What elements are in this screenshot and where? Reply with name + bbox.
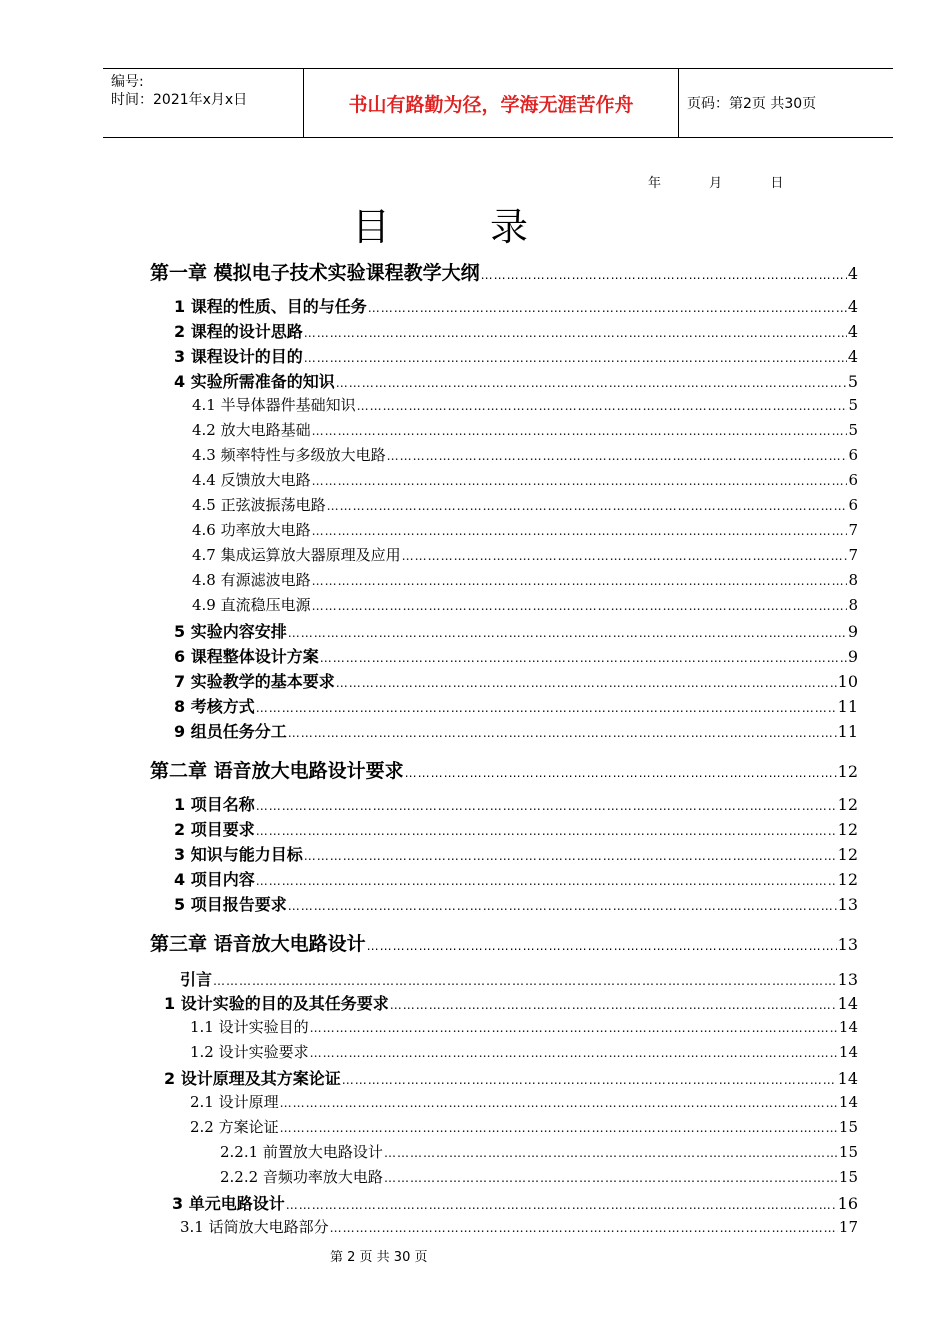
header-info xyxy=(103,69,303,137)
toc-entry[interactable]: 4.6 功率放大电路 …………………………………………………………………………………………………………………………………………………………………………………… 7 xyxy=(192,519,858,540)
code-label: 编号: xyxy=(111,74,144,90)
toc-page-number: 9 xyxy=(847,647,858,666)
toc-entry[interactable]: 1 课程的性质、目的与任务 …………………………………………………………………………………………………………………………………………………………………………………… 4 xyxy=(174,294,858,317)
toc-page-number: 8 xyxy=(848,596,858,614)
toc-page-number: 15 xyxy=(838,1168,858,1186)
toc-entry[interactable]: 4.1 半导体器件基础知识 …………………………………………………………………………………………………………………………………………………………………………………… 5 xyxy=(192,394,858,415)
toc-entry[interactable]: 1 设计实验的目的及其任务要求 …………………………………………………………………………………………………………………………………………………………………………………… 14 xyxy=(164,991,858,1014)
header-page-label: 页码：第2页 共30页 xyxy=(687,96,817,112)
toc-entry[interactable]: 7 实验教学的基本要求 …………………………………………………………………………………………………………………………………………………………………………………… 10 xyxy=(174,669,858,692)
toc-page-number: 11 xyxy=(837,697,858,716)
toc-page-number: 4 xyxy=(847,347,858,366)
toc-page-number: 14 xyxy=(838,1043,858,1061)
toc-page-number: 12 xyxy=(837,762,858,781)
toc-entry[interactable]: 4.5 正弦波振荡电路 …………………………………………………………………………………………………………………………………………………………………………………… 6 xyxy=(192,494,858,515)
toc-page-number: 16 xyxy=(837,1194,858,1213)
toc-page-number: 12 xyxy=(837,820,858,839)
toc-page-number: 15 xyxy=(838,1118,858,1136)
toc-page-number: 6 xyxy=(848,446,858,464)
toc-entry[interactable]: 4.2 放大电路基础 …………………………………………………………………………………………………………………………………………………………………………………… 5 xyxy=(192,419,858,440)
toc-entry[interactable]: 2.2.2 音频功率放大电路 …………………………………………………………………………………………………………………………………………………………………………………… 15 xyxy=(220,1166,858,1187)
toc-entry[interactable]: 3 单元电路设计 …………………………………………………………………………………………………………………………………………………………………………………… 16 xyxy=(172,1191,858,1214)
toc-entry[interactable]: 2 设计原理及其方案论证 …………………………………………………………………………………………………………………………………………………………………………………… 14 xyxy=(164,1066,858,1089)
toc-entry[interactable]: 2 项目要求 …………………………………………………………………………………………………………………………………………………………………………………… 12 xyxy=(174,817,858,840)
toc-page-number: 7 xyxy=(848,546,858,564)
toc-page-number: 13 xyxy=(837,935,858,954)
time-label: 时间：2021年x月x日 xyxy=(111,92,248,108)
toc-page-number: 8 xyxy=(848,571,858,589)
toc-page-number: 7 xyxy=(848,521,858,539)
toc-page-number: 14 xyxy=(838,1093,858,1111)
toc-entry[interactable]: 5 实验内容安排 …………………………………………………………………………………………………………………………………………………………………………………… 9 xyxy=(174,619,858,642)
toc-page-number: 12 xyxy=(837,870,858,889)
toc-entry[interactable]: 5 项目报告要求 …………………………………………………………………………………………………………………………………………………………………………………… 13 xyxy=(174,892,858,915)
toc-entry[interactable]: 1 项目名称 …………………………………………………………………………………………………………………………………………………………………………………… 12 xyxy=(174,792,858,815)
date-year: 年 xyxy=(648,176,662,191)
toc-entry[interactable]: 4.3 频率特性与多级放大电路 …………………………………………………………………………………………………………………………………………………………………………………… 6 xyxy=(192,444,858,465)
toc-page-number: 5 xyxy=(848,421,858,439)
toc-entry[interactable]: 4.9 直流稳压电源 …………………………………………………………………………………………………………………………………………………………………………………… 8 xyxy=(192,594,858,615)
toc-page-number: 4 xyxy=(847,297,858,316)
toc-entry[interactable]: 9 组员任务分工 …………………………………………………………………………………………………………………………………………………………………………………… 11 xyxy=(174,719,858,742)
toc-title: 目录 xyxy=(351,205,628,249)
toc-page-number: 9 xyxy=(847,622,858,641)
toc-page-number: 6 xyxy=(848,471,858,489)
toc-page-number: 14 xyxy=(837,1069,858,1088)
toc-entry[interactable]: 2.2 方案论证 …………………………………………………………………………………………………………………………………………………………………………………… 15 xyxy=(190,1116,858,1137)
toc-page-number: 11 xyxy=(837,722,858,741)
toc-page-number: 14 xyxy=(837,994,858,1013)
toc-entry[interactable]: 引言 …………………………………………………………………………………………………………………………………………………………………………………… 13 xyxy=(180,967,858,990)
toc-entry[interactable]: 4.4 反馈放大电路 …………………………………………………………………………………………………………………………………………………………………………………… 6 xyxy=(192,469,858,490)
toc-entry[interactable]: 2 课程的设计思路 …………………………………………………………………………………………………………………………………………………………………………………… 4 xyxy=(174,319,858,342)
toc-entry[interactable]: 1.2 设计实验要求 …………………………………………………………………………………………………………………………………………………………………………………… 14 xyxy=(190,1041,858,1062)
toc-page-number: 5 xyxy=(848,396,858,414)
toc-page-number: 6 xyxy=(848,496,858,514)
toc-entry[interactable]: 1.1 设计实验目的 …………………………………………………………………………………………………………………………………………………………………………………… 14 xyxy=(190,1016,858,1037)
date-line xyxy=(648,172,827,191)
toc-entry[interactable]: 8 考核方式 …………………………………………………………………………………………………………………………………………………………………………………… 11 xyxy=(174,694,858,717)
toc-page-number: 12 xyxy=(837,845,858,864)
toc-entry[interactable]: 3 课程设计的目的 …………………………………………………………………………………………………………………………………………………………………………………… 4 xyxy=(174,344,858,367)
toc-page-number: 5 xyxy=(847,372,858,391)
header-motto: 书山有路勤为径，学海无涯苦作舟 xyxy=(303,69,679,137)
toc-page-number: 13 xyxy=(837,970,858,989)
toc-page-number: 12 xyxy=(837,795,858,814)
toc-entry[interactable]: 第二章 语音放大电路设计要求 …………………………………………………………………………………………………………………………………………………………………………………… 12 xyxy=(150,756,858,783)
toc-entry[interactable]: 2.2.1 前置放大电路设计 …………………………………………………………………………………………………………………………………………………………………………………… 15 xyxy=(220,1141,858,1162)
toc-entry[interactable]: 2.1 设计原理 …………………………………………………………………………………………………………………………………………………………………………………… 14 xyxy=(190,1091,858,1112)
toc-entry[interactable]: 6 课程整体设计方案 …………………………………………………………………………………………………………………………………………………………………………………… 9 xyxy=(174,644,858,667)
toc-page-number: 4 xyxy=(847,264,858,283)
toc-entry[interactable]: 4.8 有源滤波电路 …………………………………………………………………………………………………………………………………………………………………………………… 8 xyxy=(192,569,858,590)
date-month: 月 xyxy=(709,176,723,191)
toc-entry[interactable]: 3.1 话筒放大电路部分 …………………………………………………………………………………………………………………………………………………………………………………… 17 xyxy=(180,1216,858,1237)
date-day: 日 xyxy=(770,176,784,191)
toc-entry[interactable]: 4 实验所需准备的知识 …………………………………………………………………………………………………………………………………………………………………………………… 5 xyxy=(174,369,858,392)
toc-page-number: 17 xyxy=(838,1218,858,1236)
page-footer: 第 2 页 共 30 页 xyxy=(330,1250,428,1265)
toc-entry[interactable]: 第三章 语音放大电路设计 …………………………………………………………………………………………………………………………………………………………………………………… 13 xyxy=(150,929,858,956)
toc-page-number: 13 xyxy=(837,895,858,914)
page-header xyxy=(103,68,893,138)
toc-entry[interactable]: 第一章 模拟电子技术实验课程教学大纲 …………………………………………………………………………………………………………………………………………………………………………………… 4 xyxy=(150,258,858,285)
toc-page-number: 4 xyxy=(847,322,858,341)
toc-entry[interactable]: 4 项目内容 …………………………………………………………………………………………………………………………………………………………………………………… 12 xyxy=(174,867,858,890)
toc-page-number: 10 xyxy=(837,672,858,691)
toc-entry[interactable]: 4.7 集成运算放大器原理及应用 …………………………………………………………………………………………………………………………………………………………………………………… 7 xyxy=(192,544,858,565)
toc-page-number: 15 xyxy=(838,1143,858,1161)
toc-page-number: 14 xyxy=(838,1018,858,1036)
toc-entry[interactable]: 3 知识与能力目标 …………………………………………………………………………………………………………………………………………………………………………………… 12 xyxy=(174,842,858,865)
